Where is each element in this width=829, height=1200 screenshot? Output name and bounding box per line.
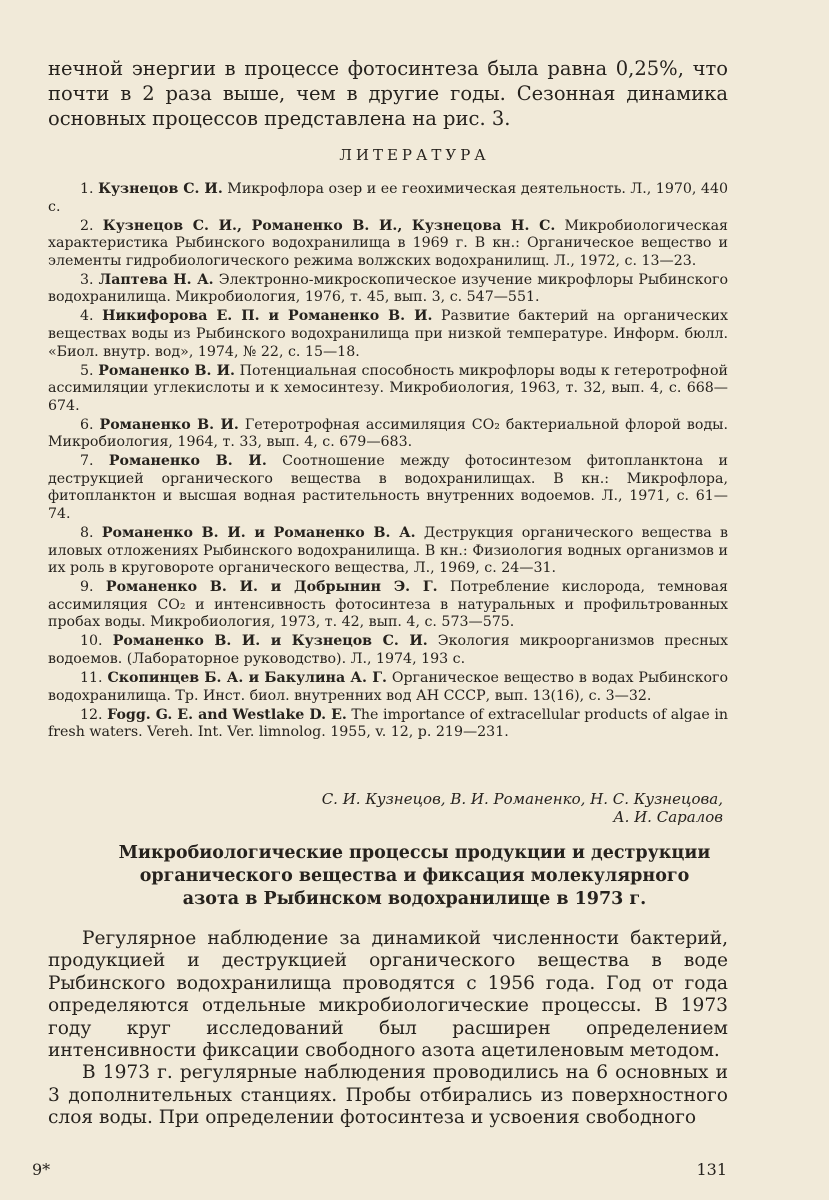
reference-text: Соотношение между фотосинтезом фитопланктона и деструкцией органического вещества в водохранилищах. В кн.: Микрофлора, фитопланктон и высшая водная растительность внутренних водоемов. Л., 1971, с. 61—74. <box>48 453 728 523</box>
intro-paragraph: нечной энергии в процессе фотосинтеза была равна 0,25%, что почти в 2 раза выше, чем в другие годы. Сезонная динамика основных процессов представлена на рис. 3. <box>48 57 728 130</box>
reference-item <box>48 525 728 578</box>
references-heading: ЛИТЕРАТУРА <box>339 146 490 164</box>
reference-authors: Романенко В. И. и Романенко В. А. <box>101 525 416 542</box>
reference-text: The importance of extracellular products of algae in fresh waters. Vereh. Int. Ver. limnolog. 1955, v. 12, p. 219—231. <box>48 706 728 741</box>
reference-number: 6. <box>80 416 94 433</box>
reference-number: 1. <box>80 181 94 197</box>
reference-number: 5. <box>80 362 94 379</box>
reference-item <box>48 272 728 307</box>
reference-text: Деструкция органического вещества в иловых отложениях Рыбинского водохранилища. В кн.: Физиология водных организмов и их роль в круговороте органического вещества, Л., 1969, с. 24—31. <box>48 525 728 577</box>
article-title-line: азота в Рыбинском водохранилище в 1973 г. <box>182 889 647 909</box>
reference-text: Органическое вещество в водах Рыбинского водохранилища. Тр. Инст. биол. внутренних вод АН СССР, вып. 13(16), с. 3—32. <box>48 669 728 704</box>
reference-number: 2. <box>80 217 94 234</box>
reference-number: 3. <box>80 271 94 288</box>
article-title <box>0 842 829 911</box>
reference-authors: Никифорова Е. П. и Романенко В. И. <box>102 308 433 325</box>
reference-item <box>48 453 728 523</box>
article-body <box>48 928 728 1130</box>
article-authors-line-1: С. И. Кузнецов, В. И. Романенко, Н. С. Кузнецова, <box>321 790 723 808</box>
reference-authors: Романенко В. И. <box>108 453 267 470</box>
reference-item <box>48 670 728 705</box>
reference-item <box>48 417 728 452</box>
reference-item <box>48 218 728 271</box>
reference-authors: Романенко В. И. <box>99 416 239 433</box>
reference-authors: Fogg. G. E. and Westlake D. E. <box>107 706 347 723</box>
body-paragraph: Регулярное наблюдение за динамикой численности бактерий, продукцией и деструкцией органического вещества в воде Рыбинского водохранилища проводятся с 1956 года. Год от года определяются отдельные микробиологические процессы. В 1973 году круг исследований был расширен определением интенсивности фиксации свободного азота ацетиленовым методом. <box>48 928 728 1062</box>
article-title-line: органического вещества и фиксация молекулярного <box>139 866 690 886</box>
reference-text: Микрофлора озер и ее геохимическая деятельность. Л., 1970, 440 с. <box>48 181 729 215</box>
reference-number: 8. <box>80 525 94 542</box>
reference-authors: Кузнецов С. И. <box>98 181 223 197</box>
reference-item <box>48 363 728 416</box>
signature-mark: 9* <box>32 1160 51 1179</box>
reference-item <box>48 181 728 216</box>
reference-text: Электронно-микроскопическое изучение микрофлоры Рыбинского водохранилища. Микробиология, 1976, т. 45, вып. 3, с. 547—551. <box>48 271 728 306</box>
reference-authors: Романенко В. И. и Добрынин Э. Г. <box>105 579 438 596</box>
reference-text: Потребление кислорода, темновая ассимиляция CO₂ и интенсивность фотосинтеза в натуральных и профильтрованных пробах воды. Микробиология, 1973, т. 42, вып. 4, с. 573—575. <box>48 579 728 631</box>
reference-item <box>48 633 728 668</box>
reference-authors: Скопинцев Б. А. и Бакулина А. Г. <box>107 669 387 686</box>
reference-text: Экология микроорганизмов пресных водоемов. (Лабораторное руководство). Л., 1974, 193 с. <box>48 633 729 667</box>
body-paragraph: В 1973 г. регулярные наблюдения проводились на 6 основных и 3 дополнительных станциях. Пробы отбирались из поверхностного слоя воды. При определении фотосинтеза и усвоения свободного <box>48 1062 728 1129</box>
reference-number: 4. <box>80 308 94 325</box>
reference-number: 9. <box>80 579 94 596</box>
reference-authors: Лаптева Н. А. <box>98 271 214 288</box>
article-title-line: Микробиологические процессы продукции и деструкции <box>118 843 711 863</box>
reference-number: 7. <box>80 453 94 470</box>
reference-item <box>48 707 728 742</box>
references-list <box>48 181 728 743</box>
reference-item <box>48 308 728 361</box>
reference-text: Потенциальная способность микрофлоры воды к гетеротрофной ассимиляции углекислоты и к хемосинтезу. Микробиология, 1963, т. 32, вып. 4, с. 668—674. <box>48 362 728 414</box>
reference-number: 12. <box>80 706 103 723</box>
reference-authors: Романенко В. И. и Кузнецов С. И. <box>112 633 428 650</box>
reference-number: 10. <box>80 633 103 650</box>
reference-number: 11. <box>80 669 103 686</box>
reference-authors: Романенко В. И. <box>98 362 235 379</box>
reference-text: Развитие бактерий на органических веществах воды из Рыбинского водохранилища при низкой температуре. Информ. бюлл. «Биол. внутр. вод», 1974, № 22, с. 15—18. <box>48 308 729 360</box>
reference-authors: Кузнецов С. И., Романенко В. И., Кузнецова Н. С. <box>102 217 556 234</box>
page-number: 131 <box>696 1160 727 1179</box>
reference-text: Гетеротрофная ассимиляция CO₂ бактериальной флорой воды. Микробиология, 1964, т. 33, вып. 4, с. 679—683. <box>48 416 728 451</box>
article-authors-line-2: А. И. Саралов <box>613 808 723 826</box>
reference-text: Микробиологическая характеристика Рыбинского водохранилища в 1969 г. В кн.: Органическое вещество и элементы гидробиологического режима волжских водохранилищ. Л., 1972, с. 13—23. <box>48 217 728 269</box>
reference-item <box>48 579 728 632</box>
